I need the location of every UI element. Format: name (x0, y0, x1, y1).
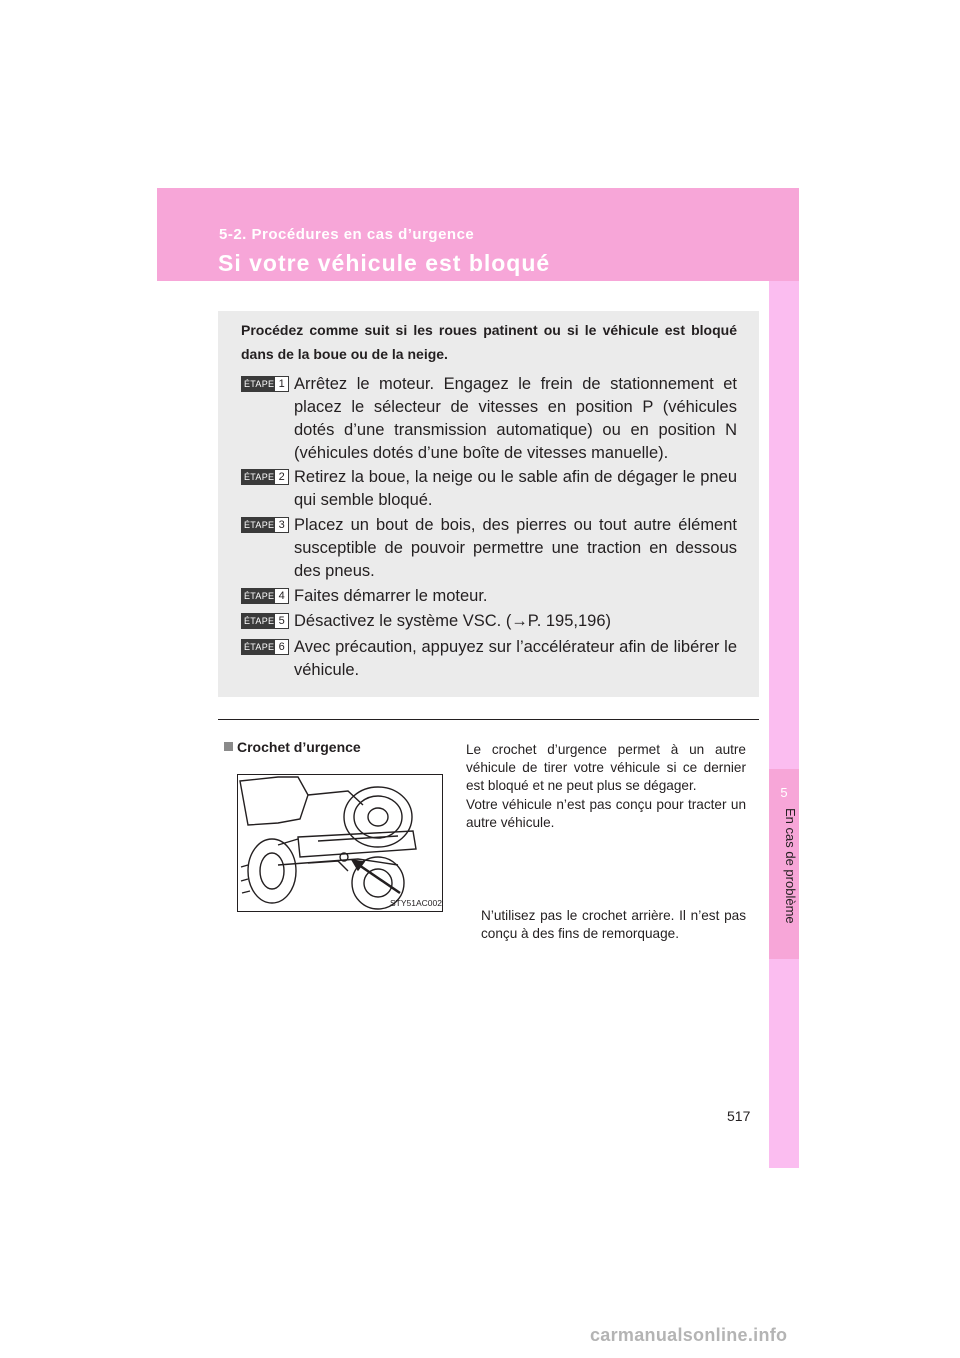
step-5 (241, 610, 737, 633)
step-badge: ÉTAPE 4 (241, 588, 289, 604)
watermark: carmanualsonline.info (590, 1325, 788, 1345)
crochet-warning: N’utilisez pas le crochet arrière. Il n’est pas conçu à des fins de remorquage. (481, 908, 746, 942)
step-text: Désactivez le système VSC. (→P. 195,196) (294, 612, 611, 630)
step-text: Faites démarrer le moteur. (294, 587, 488, 605)
step-1 (241, 373, 737, 465)
step-text: Retirez la boue, la neige ou le sable afin de dégager le pneu qui semble bloqué. (294, 468, 737, 509)
step-text: Placez un bout de bois, des pierres ou tout autre élément susceptible de pouvoir permettre une traction en dessous des pneus. (294, 516, 737, 580)
chapter-title: En cas de problème (783, 808, 798, 924)
step-text: Avec précaution, appuyez sur l’accélérateur afin de libérer le véhicule. (294, 638, 737, 679)
step-badge: ÉTAPE 3 (241, 517, 289, 533)
chapter-number: 5 (780, 785, 788, 800)
step-3 (241, 514, 737, 583)
step-text: Arrêtez le moteur. Engagez le frein de stationnement et placez le sélecteur de vitesses en position P (véhicules dotés d’une transmission automatique) ou en position N (véhicules dotés d’une boîte de vitesses manuelle). (294, 375, 737, 462)
step-2 (241, 466, 737, 512)
page-title: Si votre véhicule est bloqué (218, 250, 551, 276)
crochet-paragraph: Le crochet d’urgence permet à un autre véhicule de tirer votre véhicule si ce dernier est bloqué et ne peut plus se dégager. (466, 742, 746, 794)
step-4 (241, 585, 737, 608)
square-bullet-icon (224, 742, 233, 751)
tow-hook-illustration (237, 774, 443, 912)
section-label: 5-2. Procédures en cas d’urgence (219, 226, 475, 243)
side-tab-strip (769, 281, 799, 1168)
step-badge: ÉTAPE 6 (241, 639, 289, 655)
step-badge: ÉTAPE 5 (241, 613, 289, 629)
step-badge: ÉTAPE 1 (241, 376, 289, 392)
procedure-intro: Procédez comme suit si les roues patinent ou si le véhicule est bloqué dans de la boue ou de la neige. (241, 322, 737, 362)
page-number: 517 (727, 1108, 751, 1124)
crochet-paragraph-2: Votre véhicule n’est pas conçu pour tracter un autre véhicule. (466, 796, 746, 830)
divider (218, 719, 759, 720)
illustration-code: STY51AC002 (390, 898, 442, 908)
crochet-description (466, 741, 746, 832)
step-badge: ÉTAPE 2 (241, 469, 289, 485)
vehicle-rear-drawing (238, 775, 442, 911)
step-6 (241, 636, 737, 682)
subsection-heading: Crochet d’urgence (224, 739, 361, 755)
